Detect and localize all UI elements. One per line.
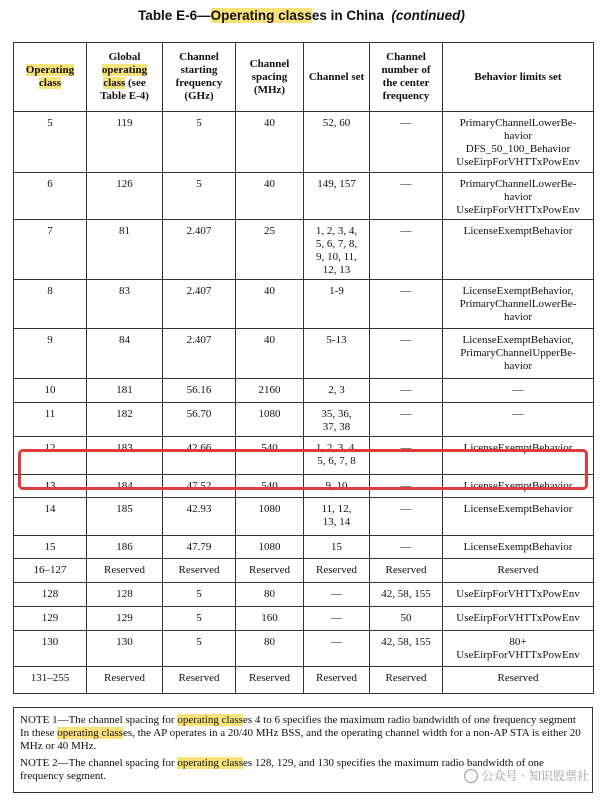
table-row xyxy=(14,536,594,559)
cell-spacing: 1080 xyxy=(236,498,304,536)
title-suffix: es in China xyxy=(311,8,384,23)
cell-behavior: LicenseExemptBehavior, PrimaryChannelLowerBe- havior xyxy=(443,280,594,329)
cell-freq: 5 xyxy=(163,607,236,631)
table-row xyxy=(14,329,594,379)
cell-set: 11, 12, 13, 14 xyxy=(304,498,370,536)
cell-op: 13 xyxy=(14,475,87,498)
cell-spacing: 1080 xyxy=(236,536,304,559)
cell-op: 12 xyxy=(14,437,87,475)
cell-freq: 5 xyxy=(163,112,236,173)
cell-op: 6 xyxy=(14,173,87,220)
cell-behavior: LicenseExemptBehavior, PrimaryChannelUpperBe- havior xyxy=(443,329,594,379)
cell-behavior: UseEirpForVHTTxPowEnv xyxy=(443,607,594,631)
cell-global: 181 xyxy=(87,379,163,403)
cell-freq: 2.407 xyxy=(163,329,236,379)
cell-spacing: 160 xyxy=(236,607,304,631)
cell-center: — xyxy=(370,329,443,379)
cell-global: 119 xyxy=(87,112,163,173)
table-row xyxy=(14,475,594,498)
cell-op: 14 xyxy=(14,498,87,536)
header-operating-class: Operating class xyxy=(14,43,87,112)
cell-freq: 42.93 xyxy=(163,498,236,536)
cell-center: — xyxy=(370,536,443,559)
cell-set: 1, 2, 3, 4, 5, 6, 7, 8 xyxy=(304,437,370,475)
cell-op: 8 xyxy=(14,280,87,329)
cell-global: 129 xyxy=(87,607,163,631)
table-row xyxy=(14,498,594,536)
table-row xyxy=(14,280,594,329)
cell-center: — xyxy=(370,437,443,475)
cell-center: — xyxy=(370,475,443,498)
cell-freq: 5 xyxy=(163,173,236,220)
cell-center: 42, 58, 155 xyxy=(370,583,443,607)
header-behavior-limits: Behavior limits set xyxy=(443,43,594,112)
cell-center: — xyxy=(370,112,443,173)
cell-set: 35, 36, 37, 38 xyxy=(304,403,370,437)
cell-spacing: 540 xyxy=(236,437,304,475)
cell-global: 84 xyxy=(87,329,163,379)
cell-behavior: LicenseExemptBehavior xyxy=(443,220,594,280)
cell-behavior: Reserved xyxy=(443,559,594,583)
table-row xyxy=(14,607,594,631)
cell-op: 128 xyxy=(14,583,87,607)
cell-op: 11 xyxy=(14,403,87,437)
cell-spacing: 80 xyxy=(236,583,304,607)
cell-spacing: 40 xyxy=(236,173,304,220)
table-title xyxy=(0,8,603,23)
cell-spacing: Reserved xyxy=(236,559,304,583)
cell-behavior: 80+ UseEirpForVHTTxPowEnv xyxy=(443,631,594,667)
note-2: NOTE 2—The channel spacing for operating classes 128, 129, and 130 specifies the maximum radio bandwidth of one frequency segment. xyxy=(20,757,544,782)
cell-global: 182 xyxy=(87,403,163,437)
note-1: NOTE 1—The channel spacing for operating classes 4 to 6 specifies the maximum radio bandwidth of one frequency segment In these operating classes, the AP operates in a 20/40 MHz BSS, and the operating channel width for a non-AP STA is either 20 MHz or 40 MHz. xyxy=(20,714,581,752)
cell-global: 128 xyxy=(87,583,163,607)
cell-center: — xyxy=(370,498,443,536)
cell-op: 10 xyxy=(14,379,87,403)
cell-spacing: 1080 xyxy=(236,403,304,437)
cell-op: 5 xyxy=(14,112,87,173)
cell-freq: 2.407 xyxy=(163,220,236,280)
cell-freq: 42.66 xyxy=(163,437,236,475)
cell-spacing: 2160 xyxy=(236,379,304,403)
cell-spacing: 540 xyxy=(236,475,304,498)
cell-freq: 5 xyxy=(163,631,236,667)
cell-global: 186 xyxy=(87,536,163,559)
cell-global: 83 xyxy=(87,280,163,329)
cell-spacing: 40 xyxy=(236,329,304,379)
cell-behavior: LicenseExemptBehavior xyxy=(443,437,594,475)
table-row xyxy=(14,112,594,173)
cell-center: — xyxy=(370,403,443,437)
cell-behavior: — xyxy=(443,379,594,403)
cell-freq: 2.407 xyxy=(163,280,236,329)
header-global-operating-class: Global operating class (see Table E-4) xyxy=(87,43,163,112)
cell-global: Reserved xyxy=(87,559,163,583)
cell-spacing: 40 xyxy=(236,112,304,173)
cell-behavior: PrimaryChannelLowerBe- havior DFS_50_100_Behavior UseEirpForVHTTxPowEnv xyxy=(443,112,594,173)
cell-freq: Reserved xyxy=(163,667,236,694)
cell-op: 9 xyxy=(14,329,87,379)
table-row xyxy=(14,559,594,583)
cell-global: 126 xyxy=(87,173,163,220)
table-row xyxy=(14,437,594,475)
watermark xyxy=(464,767,589,784)
watermark-text: 公众号 · 知识股票社 xyxy=(481,769,589,783)
cell-set: Reserved xyxy=(304,559,370,583)
cell-center: 50 xyxy=(370,607,443,631)
table-row xyxy=(14,403,594,437)
cell-center: Reserved xyxy=(370,667,443,694)
cell-set: 5-13 xyxy=(304,329,370,379)
cell-set: 52, 60 xyxy=(304,112,370,173)
cell-set: 1-9 xyxy=(304,280,370,329)
title-highlight: Operating class xyxy=(210,8,312,23)
table-row xyxy=(14,173,594,220)
cell-global: 183 xyxy=(87,437,163,475)
table-header-row xyxy=(14,43,594,112)
header-center-frequency: Channel number of the center frequency xyxy=(370,43,443,112)
cell-freq: 5 xyxy=(163,583,236,607)
header-channel-starting-frequency: Channel starting frequency (GHz) xyxy=(163,43,236,112)
header-channel-set: Channel set xyxy=(304,43,370,112)
wechat-icon xyxy=(464,769,478,783)
cell-set: 149, 157 xyxy=(304,173,370,220)
cell-set: 1, 2, 3, 4, 5, 6, 7, 8, 9, 10, 11, 12, 13 xyxy=(304,220,370,280)
cell-op: 15 xyxy=(14,536,87,559)
title-continued: (continued) xyxy=(391,8,465,23)
cell-behavior: LicenseExemptBehavior xyxy=(443,475,594,498)
cell-global: 81 xyxy=(87,220,163,280)
cell-spacing: 25 xyxy=(236,220,304,280)
table-row xyxy=(14,379,594,403)
cell-center: — xyxy=(370,173,443,220)
cell-set: 15 xyxy=(304,536,370,559)
cell-set: 2, 3 xyxy=(304,379,370,403)
cell-set: 9, 10 xyxy=(304,475,370,498)
cell-behavior: LicenseExemptBehavior xyxy=(443,498,594,536)
table-row xyxy=(14,220,594,280)
cell-spacing: 40 xyxy=(236,280,304,329)
cell-freq: 47.52 xyxy=(163,475,236,498)
cell-set: — xyxy=(304,583,370,607)
cell-op: 129 xyxy=(14,607,87,631)
cell-op: 16–127 xyxy=(14,559,87,583)
cell-center: — xyxy=(370,379,443,403)
cell-op: 7 xyxy=(14,220,87,280)
header-channel-spacing: Channel spacing (MHz) xyxy=(236,43,304,112)
cell-behavior: — xyxy=(443,403,594,437)
cell-behavior: LicenseExemptBehavior xyxy=(443,536,594,559)
cell-freq: 56.70 xyxy=(163,403,236,437)
cell-set: Reserved xyxy=(304,667,370,694)
cell-global: 130 xyxy=(87,631,163,667)
cell-freq: 47.79 xyxy=(163,536,236,559)
cell-freq: Reserved xyxy=(163,559,236,583)
cell-op: 131–255 xyxy=(14,667,87,694)
cell-freq: 56.16 xyxy=(163,379,236,403)
cell-global: 184 xyxy=(87,475,163,498)
cell-spacing: 80 xyxy=(236,631,304,667)
table-row xyxy=(14,631,594,667)
cell-behavior: PrimaryChannelLowerBe- havior UseEirpForVHTTxPowEnv xyxy=(443,173,594,220)
cell-center: Reserved xyxy=(370,559,443,583)
cell-spacing: Reserved xyxy=(236,667,304,694)
cell-center: — xyxy=(370,220,443,280)
operating-classes-table xyxy=(13,42,594,694)
cell-behavior: Reserved xyxy=(443,667,594,694)
table-row xyxy=(14,583,594,607)
cell-op: 130 xyxy=(14,631,87,667)
cell-set: — xyxy=(304,631,370,667)
cell-center: 42, 58, 155 xyxy=(370,631,443,667)
cell-behavior: UseEirpForVHTTxPowEnv xyxy=(443,583,594,607)
cell-global: Reserved xyxy=(87,667,163,694)
table-row xyxy=(14,667,594,694)
cell-center: — xyxy=(370,280,443,329)
cell-set: — xyxy=(304,607,370,631)
title-prefix: Table E-6— xyxy=(138,8,211,23)
cell-global: 185 xyxy=(87,498,163,536)
